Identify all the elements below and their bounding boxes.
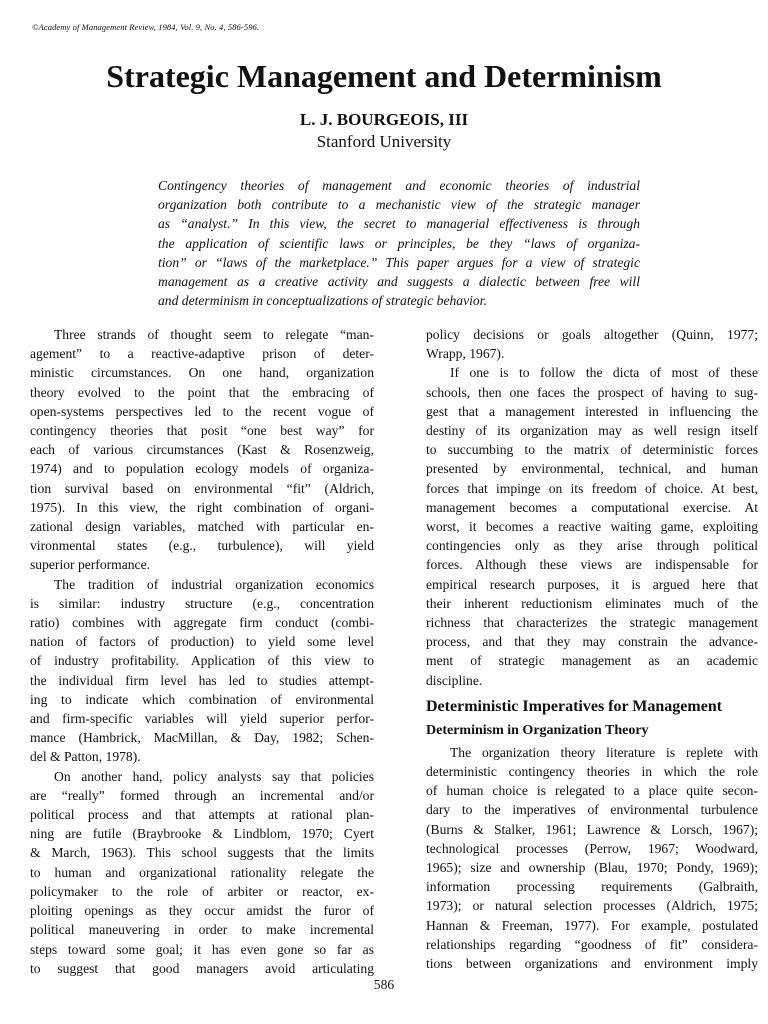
text-line: schools, then one faces the prospect of having to sug- (426, 384, 758, 400)
text-line: If one is to follow the dicta of most of these (450, 365, 758, 381)
text-line: del & Patton, 1978). (30, 749, 141, 765)
text-line: open-systems perspectives led to the recent vogue of (30, 403, 374, 419)
text-line: richness that characterizes the strategic management (426, 615, 758, 631)
text-line: 1975). In this view, the right combination of organi- (30, 499, 374, 515)
text-line: presented by environmental, technical, and human (426, 461, 758, 477)
text-line: information processing requirements (Galbraith, (426, 879, 758, 895)
page-number: 586 (373, 977, 395, 992)
text-line: mance (Hambrick, MacMillan, & Day, 1982; Schen- (30, 730, 374, 746)
text-line: the individual firm level has led to studies attempt- (30, 672, 374, 688)
abstract (158, 176, 640, 310)
text-line: nation of factors of production) to yield some level (30, 634, 374, 650)
text-line: each of various circumstances (Kast & Rosenzweig, (30, 442, 374, 458)
author-name: L. J. BOURGEOIS, III (299, 110, 469, 129)
text-line: The organization theory literature is replete with (450, 744, 758, 760)
text-line: vironmental states (e.g., turbulence), will yield (30, 538, 374, 554)
text-line: and firm-specific variables will yield superior perfor- (30, 711, 374, 727)
text-line: ning are futile (Braybrooke & Lindblom, 1970; Cyert (30, 826, 374, 842)
text-line: destiny of its organization may as well resign itself (426, 423, 758, 439)
abstract-line: Contingency theories of management and economic theories of industrial (158, 178, 640, 193)
article-title: Strategic Management and Determinism (106, 58, 662, 94)
body-paragraph (30, 575, 374, 767)
text-line: their inherent reductionism eliminates much of the (426, 595, 758, 611)
body-paragraph (426, 743, 758, 973)
text-line: to human and organizational rationality relegate the (30, 864, 374, 880)
text-line: ing to indicate which combination of environmental (30, 691, 374, 707)
body-paragraph (426, 325, 758, 363)
text-line: forces that impinge on its freedom of choice. At best, (426, 480, 758, 496)
left-column (30, 325, 374, 978)
body-paragraph (30, 767, 374, 978)
text-line: are “really” formed through an incremental and/or (30, 787, 374, 803)
text-line: policymaker to the role of arbiter or reactor, ex- (30, 883, 374, 899)
text-line: process, and that they may constrain the advance- (426, 634, 758, 650)
text-line: of human choice is relegated to a place quite secon- (426, 783, 758, 799)
text-line: tions between organizations and environment imply (426, 956, 758, 972)
text-line: relationships regarding “goodness of fit” considera- (426, 936, 758, 952)
text-line: empirical research purposes, it is argued here that (426, 576, 758, 592)
text-line: technological processes (Perrow, 1967; Woodward, (426, 840, 758, 856)
text-line: Hannan & Freeman, 1977). For example, postulated (426, 917, 758, 933)
abstract-line: tion” or “laws of the marketplace.” This paper argues for a view of strategic (158, 254, 640, 270)
text-line: ratio) combines with aggregate firm conduct (combi- (30, 615, 374, 631)
text-line: superior performance. (30, 557, 151, 573)
author-affiliation: Stanford University (316, 132, 452, 151)
text-line: (Burns & Stalker, 1961; Lawrence & Lorsch, 1967); (426, 821, 758, 837)
text-line: contingencies only as they arise through political (426, 538, 758, 554)
text-line: forces. Although these views are indispensable for (426, 557, 758, 573)
text-line: & March, 1963). This school suggests that the limits (30, 845, 374, 861)
text-line: 1974) and to population ecology models of organiza- (30, 461, 374, 477)
text-line: gest that a management interested in influencing the (426, 403, 758, 419)
text-line: to suggest that good managers avoid articulating (30, 960, 374, 976)
journal-citation: ©Academy of Management Review, 1984, Vol. 9, No. 4, 586-596. (32, 22, 260, 32)
text-line: management becomes a computational exercise. At (426, 499, 758, 515)
text-line: ploiting openings as they occur amidst the furor of (30, 903, 374, 919)
text-line: dary to the imperatives of environmental turbulence (426, 802, 758, 818)
section-heading: Deterministic Imperatives for Management (426, 697, 723, 715)
text-line: On another hand, policy analysts say that policies (54, 768, 374, 784)
text-line: theory evolved to the point that the embracing of (30, 384, 374, 400)
text-line: to succumbing to the matrix of deterministic forces (426, 442, 758, 458)
subsection-heading: Determinism in Organization Theory (426, 722, 649, 738)
abstract-line: as “analyst.” In this view, the secret to managerial effectiveness is through (158, 216, 640, 232)
text-line: The tradition of industrial organization economics (54, 576, 374, 592)
body-paragraph (426, 363, 758, 689)
text-line: worst, it becomes a reactive waiting game, exploiting (426, 519, 758, 535)
abstract-line: organization both contribute to a mechanistic view of the strategic manager (158, 197, 640, 213)
right-column (426, 325, 758, 973)
text-line: Three strands of thought seem to relegate “man- (54, 327, 374, 342)
text-line: is similar: industry structure (e.g., concentration (30, 595, 374, 611)
text-line: of industry profitability. Application of this view to (30, 653, 374, 669)
text-line: zational design variables, matched with particular en- (30, 519, 374, 535)
text-line: discipline. (426, 672, 483, 688)
text-line: 1973); or natural selection processes (Aldrich, 1975; (426, 898, 758, 914)
text-line: political maneuvering in order to make incremental (30, 922, 374, 938)
abstract-line: the application of scientific laws or principles, be they “laws of organiza- (158, 235, 640, 251)
text-line: Wrapp, 1967). (426, 346, 505, 362)
text-line: political process and that attempts at rational plan- (30, 807, 374, 823)
text-line: ment of strategic management as an academic (426, 653, 758, 669)
abstract-line: and determinism in conceptualizations of strategic behavior. (158, 293, 487, 309)
text-line: tion survival based on environmental “fit” (Aldrich, (30, 480, 374, 496)
text-line: policy decisions or goals altogether (Quinn, 1977; (426, 327, 758, 342)
abstract-line: management as a creative activity and suggests a dialectic between free will (158, 274, 640, 290)
text-line: deterministic contingency theories in which the role (426, 764, 758, 780)
text-line: ministic circumstances. On one hand, organization (30, 365, 374, 381)
text-line: steps toward some goal; it has even gone so far as (30, 941, 374, 957)
text-line: contingency theories that posit “one best way” for (30, 423, 374, 439)
body-paragraph (30, 325, 374, 575)
text-line: agement” to a reactive-adaptive prison of deter- (30, 346, 374, 362)
text-line: 1965); size and ownership (Blau, 1970; Pondy, 1969); (426, 860, 758, 876)
